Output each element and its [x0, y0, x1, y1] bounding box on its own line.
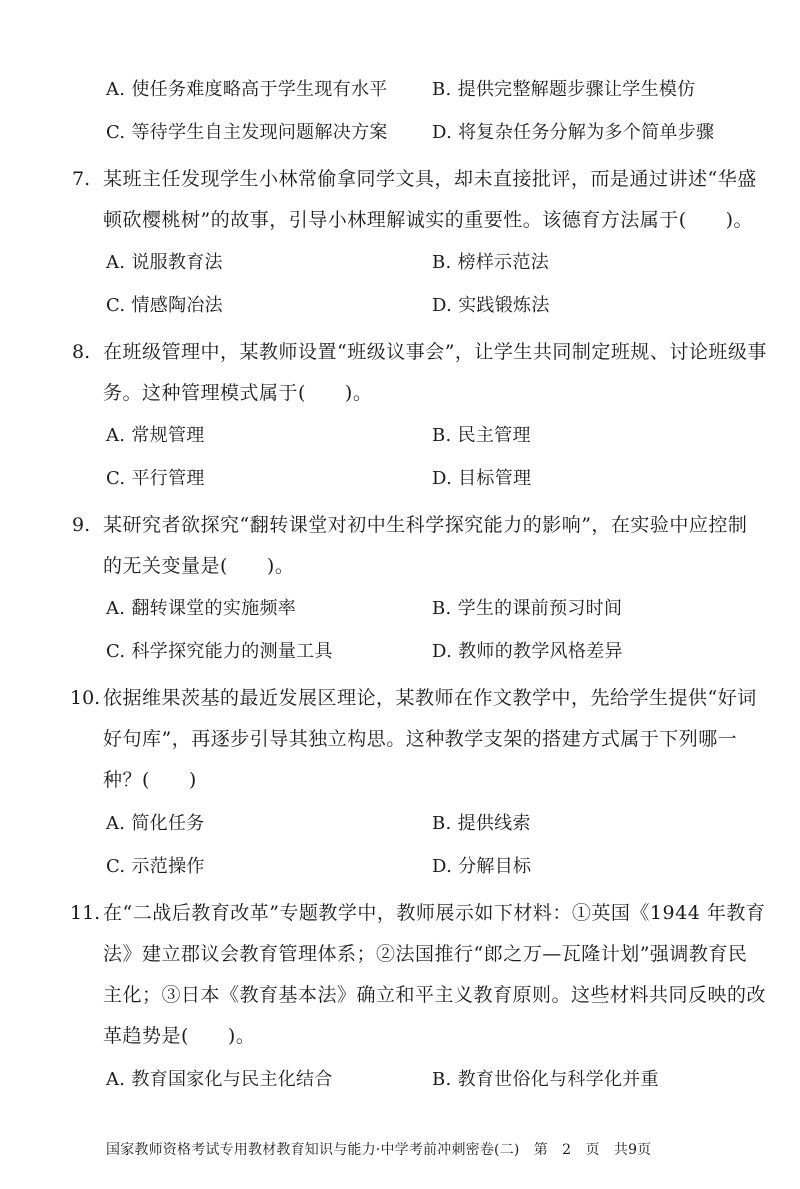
q8-option-b: B. 民主管理	[432, 425, 531, 446]
q10-option-c: C. 示范操作	[106, 856, 205, 877]
q11-option-a: A. 教育国家化与民主化结合	[106, 1069, 333, 1090]
q8-option-c: C. 平行管理	[106, 468, 205, 489]
q10-stem-line1: 依据维果茨基的最近发展区理论，某教师在作文教学中，先给学生提供“好词	[103, 687, 757, 709]
q11-stem-line1: 在“二战后教育改革”专题教学中，教师展示如下材料：①英国《1944 年教育	[103, 902, 766, 924]
q8-option-a: A. 常规管理	[106, 425, 205, 446]
q11-number: 11.	[70, 902, 101, 924]
q7-stem-line2: 顿砍樱桃树”的故事，引导小林理解诚实的重要性。该德育方法属于( )。	[103, 209, 754, 231]
q7-stem-line1: 某班主任发现学生小林常偷拿同学文具，却未直接批评，而是通过讲述“华盛	[103, 168, 757, 190]
q8-stem-line2: 务。这种管理模式属于( )。	[103, 382, 373, 404]
q9-stem-line1: 某研究者欲探究“翻转课堂对初中生科学探究能力的影响”，在实验中应控制	[103, 514, 748, 536]
q7-number: 7.	[72, 168, 91, 190]
q6-option-b: B. 提供完整解题步骤让学生模仿	[432, 79, 696, 100]
q9-stem-line2: 的无关变量是( )。	[103, 555, 295, 577]
q11-stem-line3: 主化；③日本《教育基本法》确立和平主义教育原则。这些材料共同反映的改	[103, 984, 767, 1006]
q6-option-c: C. 等待学生自主发现问题解决方案	[106, 122, 388, 143]
q8-option-d: D. 目标管理	[432, 468, 532, 489]
q6-option-d: D. 将复杂任务分解为多个简单步骤	[432, 122, 715, 143]
q9-option-a: A. 翻转课堂的实施频率	[106, 598, 297, 619]
q10-option-a: A. 简化任务	[106, 813, 205, 834]
q10-stem-line3: 种？( )	[103, 769, 197, 791]
q8-stem-line1: 在班级管理中，某教师设置“班级议事会”，让学生共同制定班规、讨论班级事	[103, 341, 767, 363]
q7-option-d: D. 实践锻炼法	[432, 295, 550, 316]
q7-option-a: A. 说服教育法	[106, 252, 223, 273]
q10-option-b: B. 提供线索	[432, 813, 531, 834]
q11-stem-line4: 革趋势是( )。	[103, 1025, 256, 1047]
q8-number: 8.	[72, 341, 91, 363]
q6-option-a: A. 使任务难度略高于学生现有水平	[106, 79, 388, 100]
page-footer: 国家教师资格考试专用教材教育知识与能力·中学考前冲刺密卷(二) 第 2 页 共9页	[106, 1142, 652, 1158]
q10-number: 10.	[70, 687, 101, 709]
q11-stem-line2: 法》建立郡议会教育管理体系；②法国推行“郎之万—瓦隆计划”强调教育民	[103, 943, 748, 965]
q10-stem-line2: 好句库”，再逐步引导其独立构思。这种教学支架的搭建方式属于下列哪一	[103, 728, 738, 750]
q9-option-d: D. 教师的教学风格差异	[432, 641, 623, 662]
q9-number: 9.	[72, 514, 91, 536]
q10-option-d: D. 分解目标	[432, 856, 532, 877]
q7-option-b: B. 榜样示范法	[432, 252, 550, 273]
q9-option-b: B. 学生的课前预习时间	[432, 598, 623, 619]
q9-option-c: C. 科学探究能力的测量工具	[106, 641, 333, 662]
q11-option-b: B. 教育世俗化与科学化并重	[432, 1069, 659, 1090]
q7-option-c: C. 情感陶冶法	[106, 295, 223, 316]
